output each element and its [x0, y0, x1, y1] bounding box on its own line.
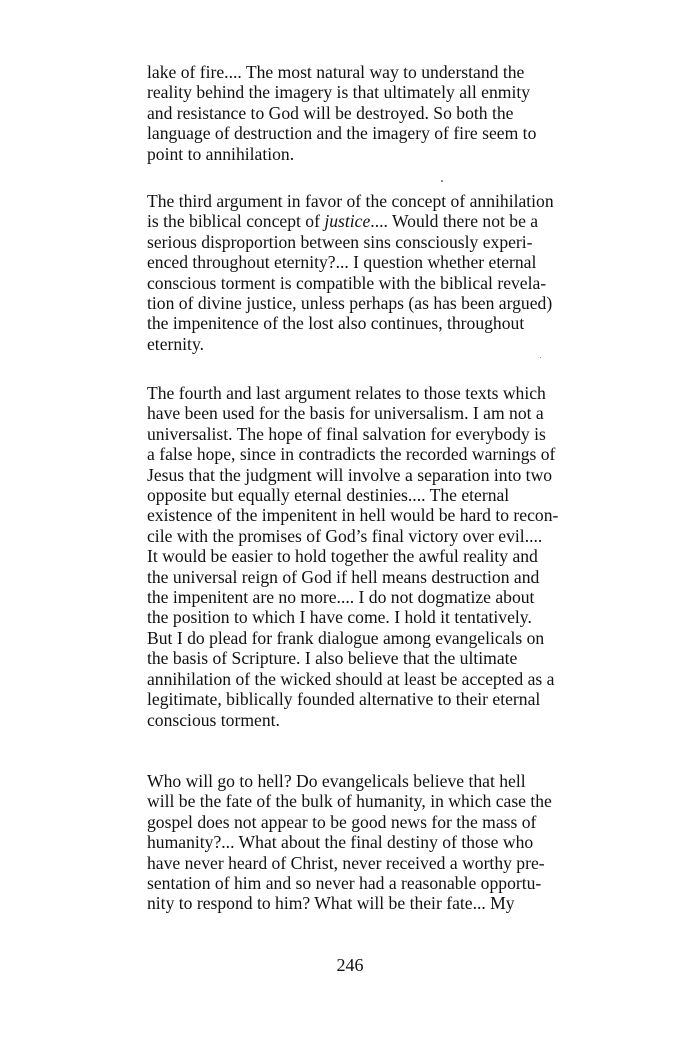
text-line: legitimate, biblically founded alternative to their eternal [147, 689, 541, 710]
text-line: language of destruction and the imagery of fire seem to [147, 123, 537, 144]
text-line: universalist. The hope of final salvation for everybody is [147, 423, 546, 444]
text-line: cile with the promises of God’s final victory over evil.... [147, 525, 543, 546]
text-line: have been used for the basis for universalism. I am not a [147, 403, 544, 424]
text-line: serious disproportion between sins consciously experi- [147, 231, 533, 252]
text-line: The fourth and last argument relates to those texts which [147, 383, 546, 403]
text-line: the basis of Scripture. I also believe that the ultimate [147, 648, 518, 669]
text-line: will be the fate of the bulk of humanity, in which case the [147, 791, 552, 812]
text-line: have never heard of Christ, never received a worthy pre- [147, 852, 545, 873]
paragraph-1 [147, 62, 567, 164]
text-line: the universal reign of God if hell means destruction and [147, 566, 540, 587]
scan-speck [540, 357, 541, 358]
text-line: It would be easier to hold together the awful reality and [147, 546, 538, 567]
text-line: tion of divine justice, unless perhaps (as has been argued) [147, 293, 553, 314]
text-line: the impenitent are no more.... I do not dogmatize about [147, 587, 535, 608]
text-line: eternity. [147, 333, 204, 354]
text-line: the position to which I have come. I hold it tentatively. [147, 607, 532, 628]
text-line: humanity?... What about the final destiny of those who [147, 832, 534, 853]
text-line: Jesus that the judgment will involve a separation into two [147, 464, 553, 485]
text-line: lake of fire.... The most natural way to understand the [147, 62, 525, 82]
text-line: Who will go to hell? Do evangelicals believe that hell [147, 771, 526, 791]
text-line: and resistance to God will be destroyed. So both the [147, 102, 514, 123]
text-line: annihilation of the wicked should at least be accepted as a [147, 668, 555, 689]
paragraph-3 [147, 383, 567, 730]
text-line: But I do plead for frank dialogue among evangelicals on [147, 627, 545, 648]
text-line: is the biblical concept of justice.... Would there not be a [147, 211, 539, 232]
scan-speck [441, 180, 443, 182]
text-line: gospel does not appear to be good news for the mass of [147, 811, 537, 832]
text-line: opposite but equally eternal destinies.... The eternal [147, 485, 510, 506]
text-line: conscious torment. [147, 709, 280, 730]
page-number: 246 [336, 955, 364, 975]
text-line: existence of the impenitent in hell would be hard to recon- [147, 505, 559, 526]
text-line: The third argument in favor of the concept of annihilation [147, 191, 554, 211]
text-line: reality behind the imagery is that ultimately all enmity [147, 82, 531, 103]
paragraph-4 [147, 771, 567, 914]
text-line: nity to respond to him? What will be their fate... My [147, 893, 515, 914]
text-line: sentation of him and so never had a reasonable opportu- [147, 873, 542, 894]
text-line: a false hope, since in contradicts the recorded warnings of [147, 444, 556, 465]
text-line: the impenitence of the lost also continues, throughout [147, 313, 525, 334]
text-line: enced throughout eternity?... I question whether eternal [147, 252, 537, 273]
text-line: point to annihilation. [147, 143, 295, 164]
paragraph-2 [147, 191, 567, 354]
text-line: conscious torment is compatible with the biblical revela- [147, 272, 547, 293]
